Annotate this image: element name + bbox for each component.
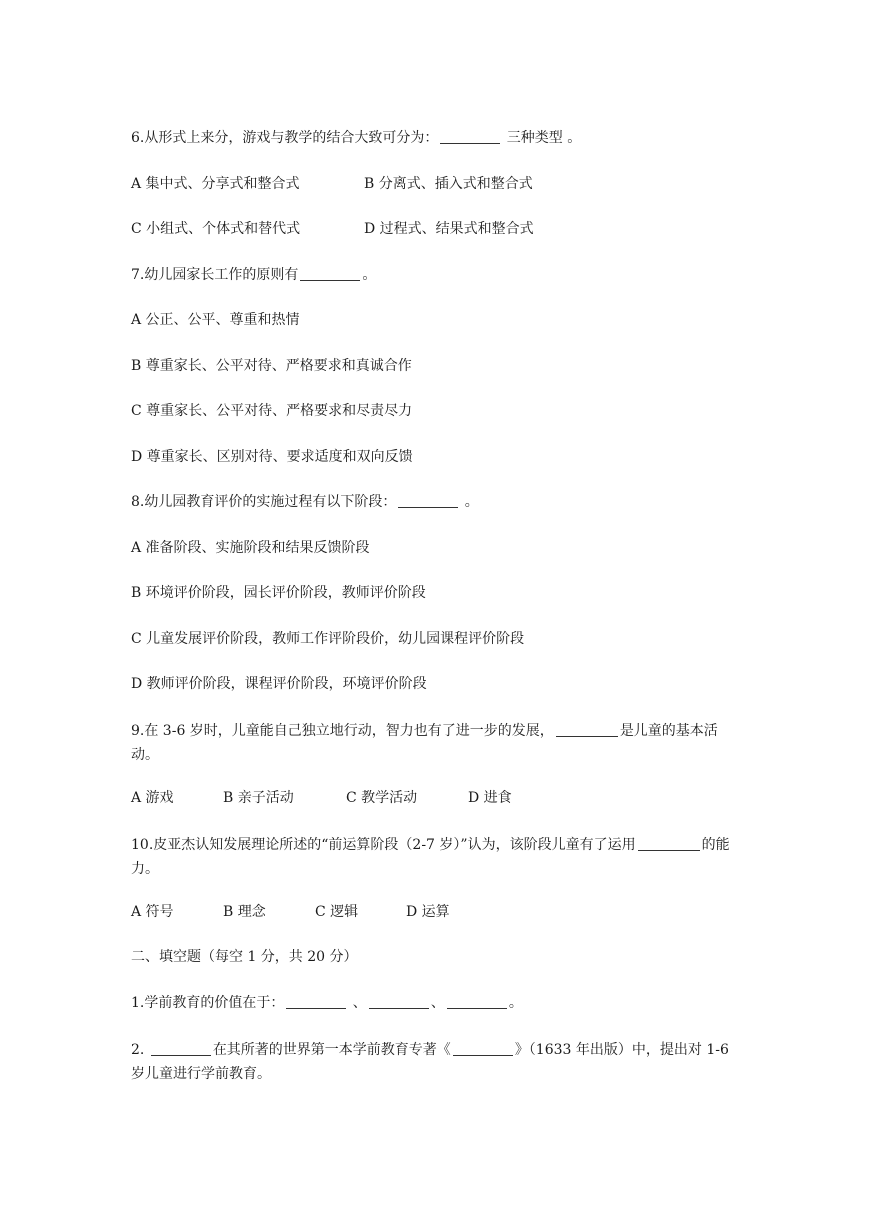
question-7-option-b: B 尊重家长、公平对待、严格要求和真诚合作 [131,358,412,374]
question-8-text: 8.幼儿园教育评价的实施过程有以下阶段： [131,494,397,510]
fill-question-1-text-end: 。 [508,995,523,1011]
question-10-stem [131,833,741,881]
fill-question-2 [131,1038,741,1086]
answer-blank [286,994,346,1009]
question-7-option-d: D 尊重家长、区别对待、要求适度和双向反馈 [131,449,413,465]
answer-blank [447,994,507,1009]
question-6-option-b: B 分离式、插入式和整合式 [364,176,533,192]
question-9-text-end: 是儿童的基本活动。 [131,723,718,763]
question-6-text-end: 三种类型 。 [502,130,582,146]
answer-blank [151,1041,211,1056]
question-9-option-a: A 游戏 [131,790,174,806]
answer-blank [556,722,618,737]
question-7-option-a: A 公正、公平、尊重和热情 [131,312,300,328]
fill-question-2-text: 在其所著的世界第一本学前教育专著《 [212,1042,451,1058]
question-8-option-b: B 环境评价阶段，园长评价阶段，教师评价阶段 [131,585,426,601]
question-6-option-c: C 小组式、个体式和替代式 [131,221,301,237]
question-8-option-d: D 教师评价阶段，课程评价阶段，环境评价阶段 [131,676,427,692]
answer-blank [440,129,500,144]
question-8-stem [131,491,479,513]
answer-blank [638,836,700,851]
separator: 、 [430,995,445,1011]
answer-blank [453,1041,513,1056]
question-9-option-b: B 亲子活动 [223,790,294,806]
fill-question-2-text-end: 》（1633 年出版）中，提出对 1-6 岁儿童进行学前教育。 [131,1042,729,1082]
fill-question-1-text: 1.学前教育的价值在于： [131,995,285,1011]
answer-blank [398,493,458,508]
question-9-option-d: D 进食 [468,790,512,806]
question-7-text-end: 。 [362,267,377,283]
question-8-text-end: 。 [460,494,479,510]
fill-question-2-number: 2. [131,1042,149,1058]
question-7-option-c: C 尊重家长、公平对待、严格要求和尽责尽力 [131,403,413,419]
question-7-text: 7.幼儿园家长工作的原则有 [131,267,299,283]
question-10-option-a: A 符号 [131,904,174,920]
question-8-option-c: C 儿童发展评价阶段，教师工作评阶段价，幼儿园课程评价阶段 [131,631,525,647]
fill-question-1 [131,992,523,1014]
question-9-option-c: C 教学活动 [346,790,418,806]
question-6-text: 6.从形式上来分，游戏与教学的结合大致可分为： [131,130,439,146]
question-10-option-b: B 理念 [223,904,266,920]
question-6-option-d: D 过程式、结果式和整合式 [364,221,534,237]
question-7-stem [131,264,376,286]
question-10-text-end: 的能力。 [131,837,730,877]
question-9-stem [131,719,741,767]
answer-blank [369,994,429,1009]
separator: 、 [348,995,367,1011]
question-10-text: 10.皮亚杰认知发展理论所述的“前运算阶段（2-7 岁）”认为，该阶段儿童有了运用 [131,837,636,853]
question-6-stem [131,127,581,149]
question-6-option-a: A 集中式、分享式和整合式 [131,176,300,192]
question-9-text: 9.在 3-6 岁时，儿童能自己独立地行动，智力也有了进一步的发展， [131,723,554,739]
question-8-option-a: A 准备阶段、实施阶段和结果反馈阶段 [131,540,370,556]
question-10-option-c: C 逻辑 [315,904,359,920]
question-10-option-d: D 运算 [406,904,450,920]
section-heading: 二、填空题（每空 1 分，共 20 分） [131,949,358,965]
answer-blank [300,266,360,281]
